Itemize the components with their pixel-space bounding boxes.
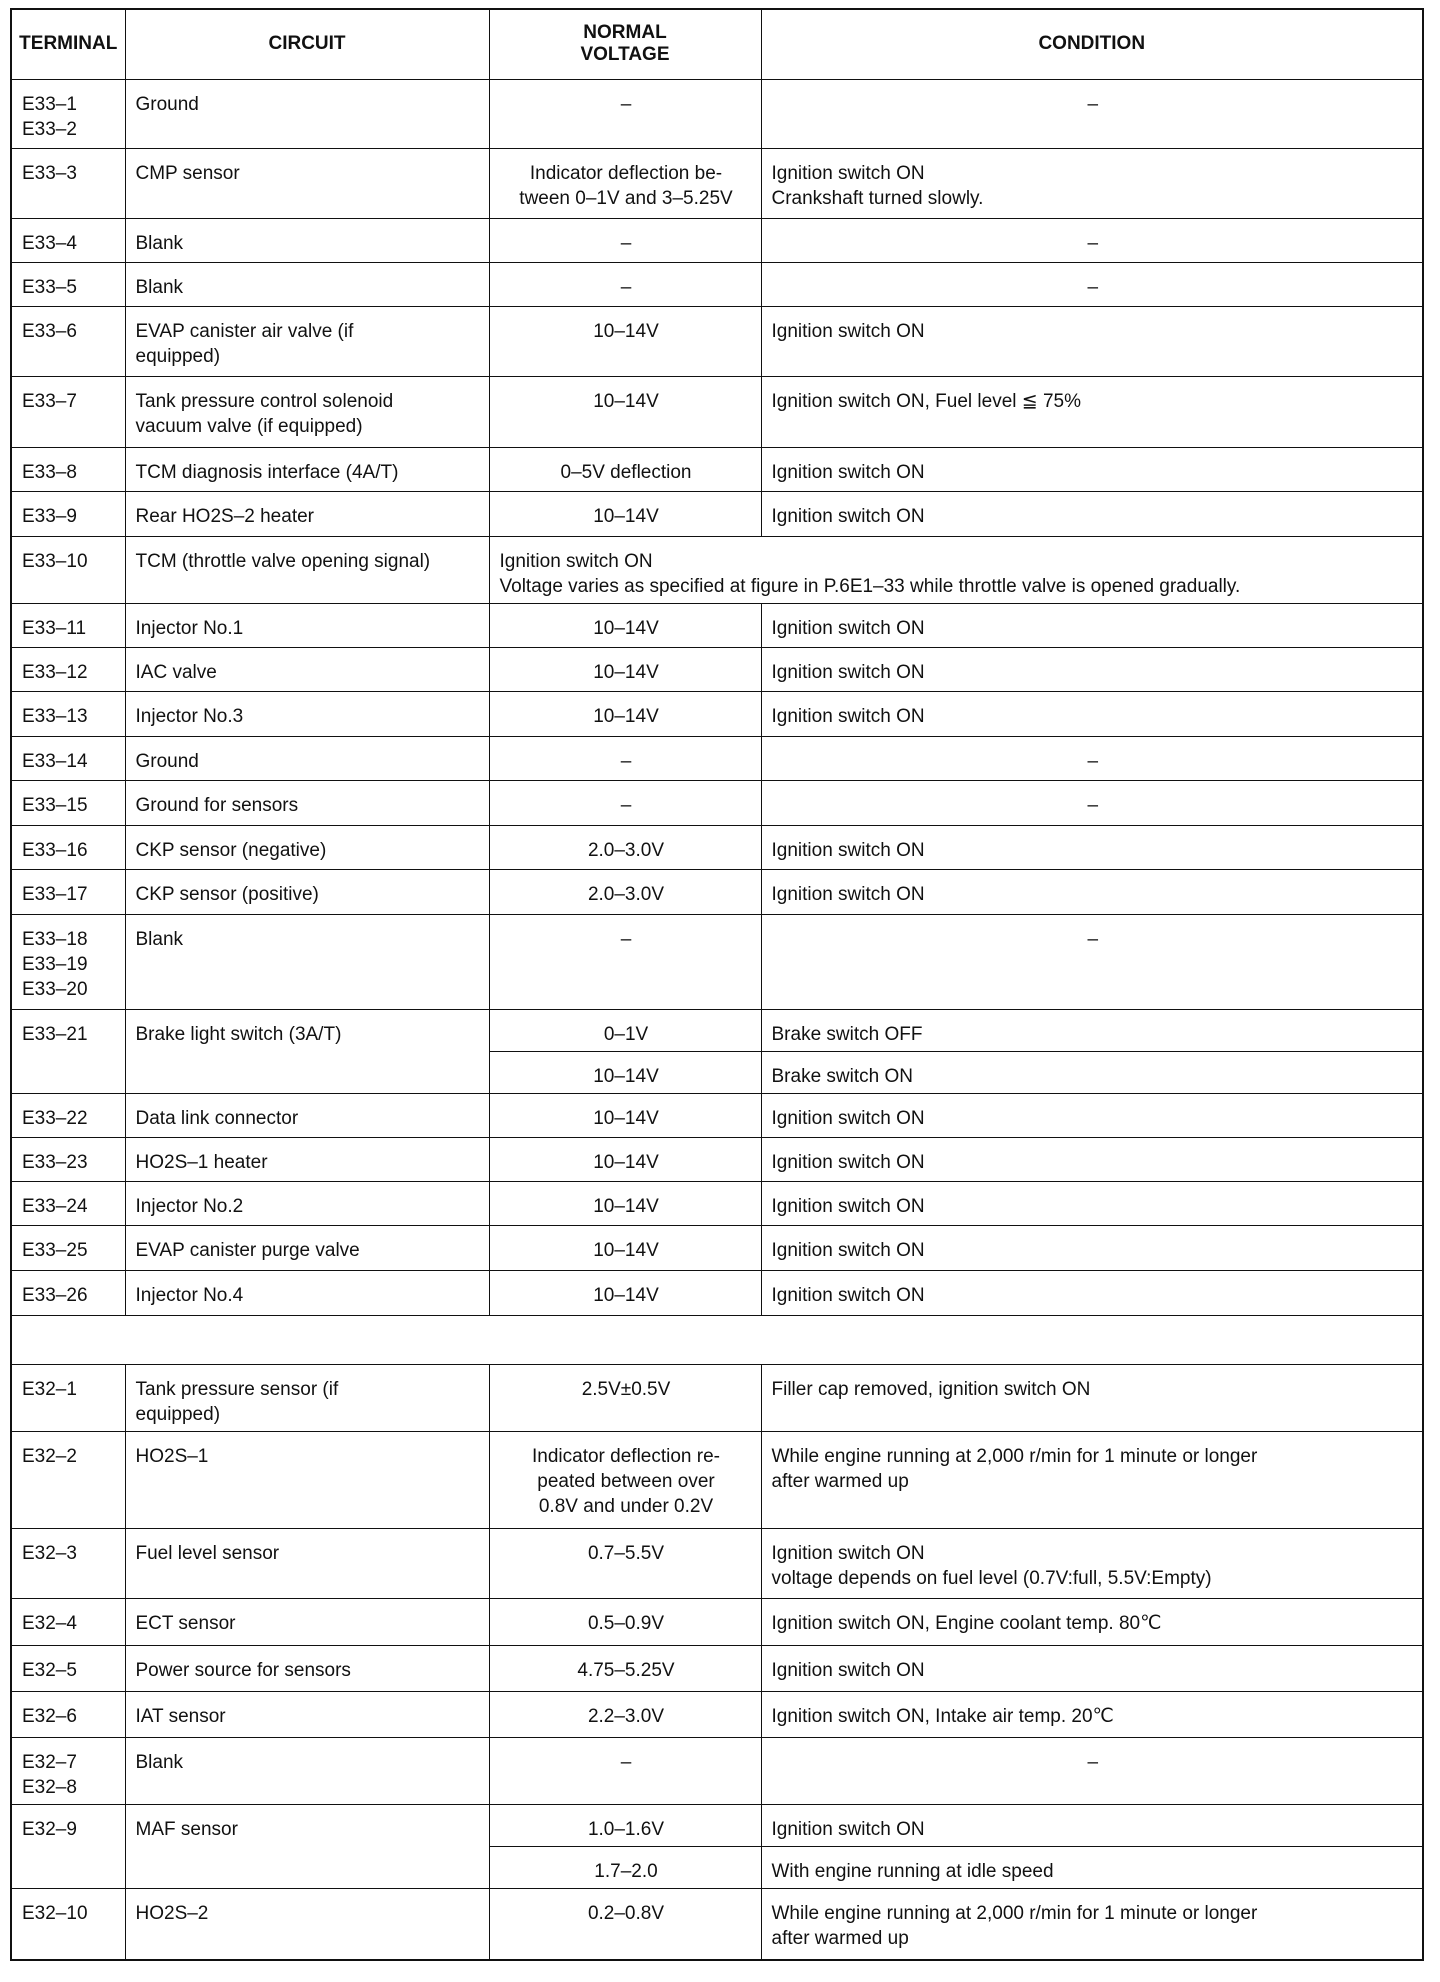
- header-condition: CONDITION: [761, 9, 1423, 79]
- terminal-cell: E33–14: [11, 736, 125, 780]
- circuit-cell: Rear HO2S–2 heater: [125, 491, 489, 536]
- voltage-cell: 10–14V: [489, 491, 761, 536]
- condition-cell: Ignition switch ON: [761, 647, 1423, 691]
- circuit-cell: TCM diagnosis interface (4A/T): [125, 447, 489, 491]
- condition-cell: Ignition switch ON: [761, 306, 1423, 376]
- circuit-cell: Injector No.2: [125, 1181, 489, 1225]
- terminal-cell: E33–4: [11, 218, 125, 262]
- terminal-voltage-sheet: [10, 8, 1422, 1961]
- terminal-cell: E33–10: [11, 536, 125, 603]
- voltage-cell: 0.2–0.8V: [489, 1888, 761, 1960]
- circuit-cell: HO2S–2: [125, 1888, 489, 1960]
- terminal-cell: E33–7: [11, 376, 125, 447]
- table-row: [11, 914, 1423, 1009]
- terminal-cell: E33–13: [11, 691, 125, 736]
- table-row: [11, 79, 1423, 148]
- terminal-cell: E33–11: [11, 603, 125, 647]
- terminal-cell: E33–5: [11, 262, 125, 306]
- voltage-cell: 2.0–3.0V: [489, 869, 761, 914]
- circuit-cell: MAF sensor: [125, 1804, 489, 1888]
- table-row: [11, 691, 1423, 736]
- circuit-cell: HO2S–1: [125, 1431, 489, 1528]
- circuit-cell: CMP sensor: [125, 148, 489, 218]
- condition-cell: Ignition switch ON: [761, 1645, 1423, 1691]
- header-terminal: TERMINAL: [11, 9, 125, 79]
- table-row: [11, 736, 1423, 780]
- voltage-cell: 10–14V: [489, 1225, 761, 1270]
- circuit-cell: Ground: [125, 736, 489, 780]
- table-row: [11, 1598, 1423, 1645]
- terminal-cell: E32–5: [11, 1645, 125, 1691]
- condition-cell: Ignition switch ON: [761, 491, 1423, 536]
- table-row: [11, 1431, 1423, 1528]
- voltage-cell: –: [489, 262, 761, 306]
- table-row: [11, 1737, 1423, 1804]
- voltage-cell: 0–1V: [489, 1009, 761, 1051]
- circuit-cell: Tank pressure control solenoid vacuum valve (if equipped): [125, 376, 489, 447]
- condition-cell: While engine running at 2,000 r/min for 1 minute or longer after warmed up: [761, 1431, 1423, 1528]
- terminal-cell: E33–25: [11, 1225, 125, 1270]
- circuit-cell: IAC valve: [125, 647, 489, 691]
- circuit-cell: Fuel level sensor: [125, 1528, 489, 1598]
- condition-cell: –: [761, 79, 1423, 148]
- terminal-cell: E33–24: [11, 1181, 125, 1225]
- voltage-cell: –: [489, 914, 761, 1009]
- condition-cell: Ignition switch ON: [761, 603, 1423, 647]
- terminal-cell: E33–1 E33–2: [11, 79, 125, 148]
- terminal-cell: E33–12: [11, 647, 125, 691]
- circuit-cell: EVAP canister purge valve: [125, 1225, 489, 1270]
- table-row: [11, 1225, 1423, 1270]
- terminal-cell: E32–1: [11, 1364, 125, 1431]
- condition-cell: –: [761, 218, 1423, 262]
- voltage-cell: 0.5–0.9V: [489, 1598, 761, 1645]
- voltage-cell: –: [489, 736, 761, 780]
- voltage-cell: 10–14V: [489, 647, 761, 691]
- header-row: [11, 9, 1423, 79]
- table-row: [11, 869, 1423, 914]
- circuit-cell: Injector No.1: [125, 603, 489, 647]
- terminal-cell: E32–4: [11, 1598, 125, 1645]
- table-body: [11, 79, 1423, 1960]
- table-row: [11, 491, 1423, 536]
- circuit-cell: Blank: [125, 262, 489, 306]
- circuit-cell: Power source for sensors: [125, 1645, 489, 1691]
- voltage-cell: –: [489, 79, 761, 148]
- table-row: [11, 1888, 1423, 1960]
- circuit-cell: CKP sensor (negative): [125, 825, 489, 869]
- voltage-cell: 10–14V: [489, 306, 761, 376]
- condition-cell: Ignition switch ON: [761, 825, 1423, 869]
- terminal-cell: E33–18 E33–19 E33–20: [11, 914, 125, 1009]
- voltage-cell: 10–14V: [489, 1051, 761, 1093]
- voltage-cell: 10–14V: [489, 1181, 761, 1225]
- table-row: [11, 1009, 1423, 1051]
- voltage-cell: 2.2–3.0V: [489, 1691, 761, 1737]
- circuit-cell: ECT sensor: [125, 1598, 489, 1645]
- circuit-cell: EVAP canister air valve (if equipped): [125, 306, 489, 376]
- condition-cell: Brake switch ON: [761, 1051, 1423, 1093]
- table-row: [11, 376, 1423, 447]
- voltage-cell: –: [489, 780, 761, 825]
- circuit-cell: IAT sensor: [125, 1691, 489, 1737]
- terminal-cell: E33–23: [11, 1137, 125, 1181]
- terminal-cell: E33–9: [11, 491, 125, 536]
- table-row: [11, 825, 1423, 869]
- condition-cell: With engine running at idle speed: [761, 1846, 1423, 1888]
- table-row: [11, 603, 1423, 647]
- voltage-cell: 10–14V: [489, 1137, 761, 1181]
- voltage-cell: 2.5V±0.5V: [489, 1364, 761, 1431]
- terminal-cell: E33–16: [11, 825, 125, 869]
- circuit-cell: Blank: [125, 1737, 489, 1804]
- voltage-cell: 1.0–1.6V: [489, 1804, 761, 1846]
- circuit-cell: Blank: [125, 914, 489, 1009]
- terminal-cell: E32–6: [11, 1691, 125, 1737]
- condition-cell: –: [761, 780, 1423, 825]
- voltage-cell: Indicator deflection re- peated between over 0.8V and under 0.2V: [489, 1431, 761, 1528]
- table-row: [11, 1645, 1423, 1691]
- condition-cell: Ignition switch ON voltage depends on fuel level (0.7V:full, 5.5V:Empty): [761, 1528, 1423, 1598]
- voltage-cell: 4.75–5.25V: [489, 1645, 761, 1691]
- condition-cell: Filler cap removed, ignition switch ON: [761, 1364, 1423, 1431]
- table-row: [11, 1181, 1423, 1225]
- table-row: [11, 1093, 1423, 1137]
- table-row: [11, 536, 1423, 603]
- condition-cell: Ignition switch ON, Engine coolant temp. 80℃: [761, 1598, 1423, 1645]
- condition-cell: Ignition switch ON: [761, 1270, 1423, 1315]
- table-row: [11, 1364, 1423, 1431]
- terminal-cell: E32–7 E32–8: [11, 1737, 125, 1804]
- condition-cell: Ignition switch ON, Intake air temp. 20℃: [761, 1691, 1423, 1737]
- header-normal-voltage: NORMAL VOLTAGE: [489, 9, 761, 79]
- circuit-cell: Ground: [125, 79, 489, 148]
- condition-cell: Ignition switch ON: [761, 447, 1423, 491]
- condition-cell: Ignition switch ON: [761, 1093, 1423, 1137]
- merged-voltage-condition-cell: Ignition switch ON Voltage varies as specified at figure in P.6E1–33 while throttle valve is opened gradually.: [489, 536, 1423, 603]
- circuit-cell: Data link connector: [125, 1093, 489, 1137]
- terminal-cell: E32–9: [11, 1804, 125, 1888]
- condition-cell: Ignition switch ON: [761, 691, 1423, 736]
- voltage-cell: 10–14V: [489, 1093, 761, 1137]
- circuit-cell: Blank: [125, 218, 489, 262]
- gap-cell: [11, 1315, 1423, 1364]
- voltage-cell: 0.7–5.5V: [489, 1528, 761, 1598]
- circuit-cell: Tank pressure sensor (if equipped): [125, 1364, 489, 1431]
- circuit-cell: CKP sensor (positive): [125, 869, 489, 914]
- circuit-cell: Ground for sensors: [125, 780, 489, 825]
- circuit-cell: Injector No.3: [125, 691, 489, 736]
- terminal-cell: E33–22: [11, 1093, 125, 1137]
- condition-cell: Brake switch OFF: [761, 1009, 1423, 1051]
- table-gap-row: [11, 1315, 1423, 1364]
- table-row: [11, 447, 1423, 491]
- voltage-cell: 10–14V: [489, 603, 761, 647]
- voltage-cell: 10–14V: [489, 691, 761, 736]
- condition-cell: –: [761, 262, 1423, 306]
- condition-cell: –: [761, 736, 1423, 780]
- header-circuit: CIRCUIT: [125, 9, 489, 79]
- voltage-cell: 1.7–2.0: [489, 1846, 761, 1888]
- table-row: [11, 148, 1423, 218]
- terminal-cell: E33–6: [11, 306, 125, 376]
- condition-cell: Ignition switch ON Crankshaft turned slowly.: [761, 148, 1423, 218]
- condition-cell: Ignition switch ON: [761, 1225, 1423, 1270]
- condition-cell: Ignition switch ON, Fuel level ≦ 75%: [761, 376, 1423, 447]
- condition-cell: While engine running at 2,000 r/min for 1 minute or longer after warmed up: [761, 1888, 1423, 1960]
- terminal-cell: E33–21: [11, 1009, 125, 1093]
- voltage-cell: –: [489, 1737, 761, 1804]
- terminal-cell: E33–3: [11, 148, 125, 218]
- circuit-cell: HO2S–1 heater: [125, 1137, 489, 1181]
- table-row: [11, 1804, 1423, 1846]
- table-row: [11, 1528, 1423, 1598]
- voltage-cell: Indicator deflection be- tween 0–1V and 3–5.25V: [489, 148, 761, 218]
- condition-cell: Ignition switch ON: [761, 869, 1423, 914]
- voltage-cell: –: [489, 218, 761, 262]
- table-row: [11, 647, 1423, 691]
- condition-cell: –: [761, 914, 1423, 1009]
- condition-cell: Ignition switch ON: [761, 1181, 1423, 1225]
- voltage-cell: 2.0–3.0V: [489, 825, 761, 869]
- terminal-voltage-table: [10, 8, 1424, 1961]
- voltage-cell: 10–14V: [489, 1270, 761, 1315]
- circuit-cell: Brake light switch (3A/T): [125, 1009, 489, 1093]
- voltage-cell: 0–5V deflection: [489, 447, 761, 491]
- condition-cell: Ignition switch ON: [761, 1804, 1423, 1846]
- terminal-cell: E32–3: [11, 1528, 125, 1598]
- voltage-cell: 10–14V: [489, 376, 761, 447]
- terminal-cell: E33–26: [11, 1270, 125, 1315]
- terminal-cell: E32–2: [11, 1431, 125, 1528]
- table-row: [11, 1137, 1423, 1181]
- table-row: [11, 1691, 1423, 1737]
- table-row: [11, 262, 1423, 306]
- table-row: [11, 780, 1423, 825]
- terminal-cell: E33–17: [11, 869, 125, 914]
- table-row: [11, 218, 1423, 262]
- table-row: [11, 306, 1423, 376]
- terminal-cell: E33–8: [11, 447, 125, 491]
- terminal-cell: E32–10: [11, 1888, 125, 1960]
- circuit-cell: TCM (throttle valve opening signal): [125, 536, 489, 603]
- table-row: [11, 1270, 1423, 1315]
- condition-cell: Ignition switch ON: [761, 1137, 1423, 1181]
- condition-cell: –: [761, 1737, 1423, 1804]
- circuit-cell: Injector No.4: [125, 1270, 489, 1315]
- terminal-cell: E33–15: [11, 780, 125, 825]
